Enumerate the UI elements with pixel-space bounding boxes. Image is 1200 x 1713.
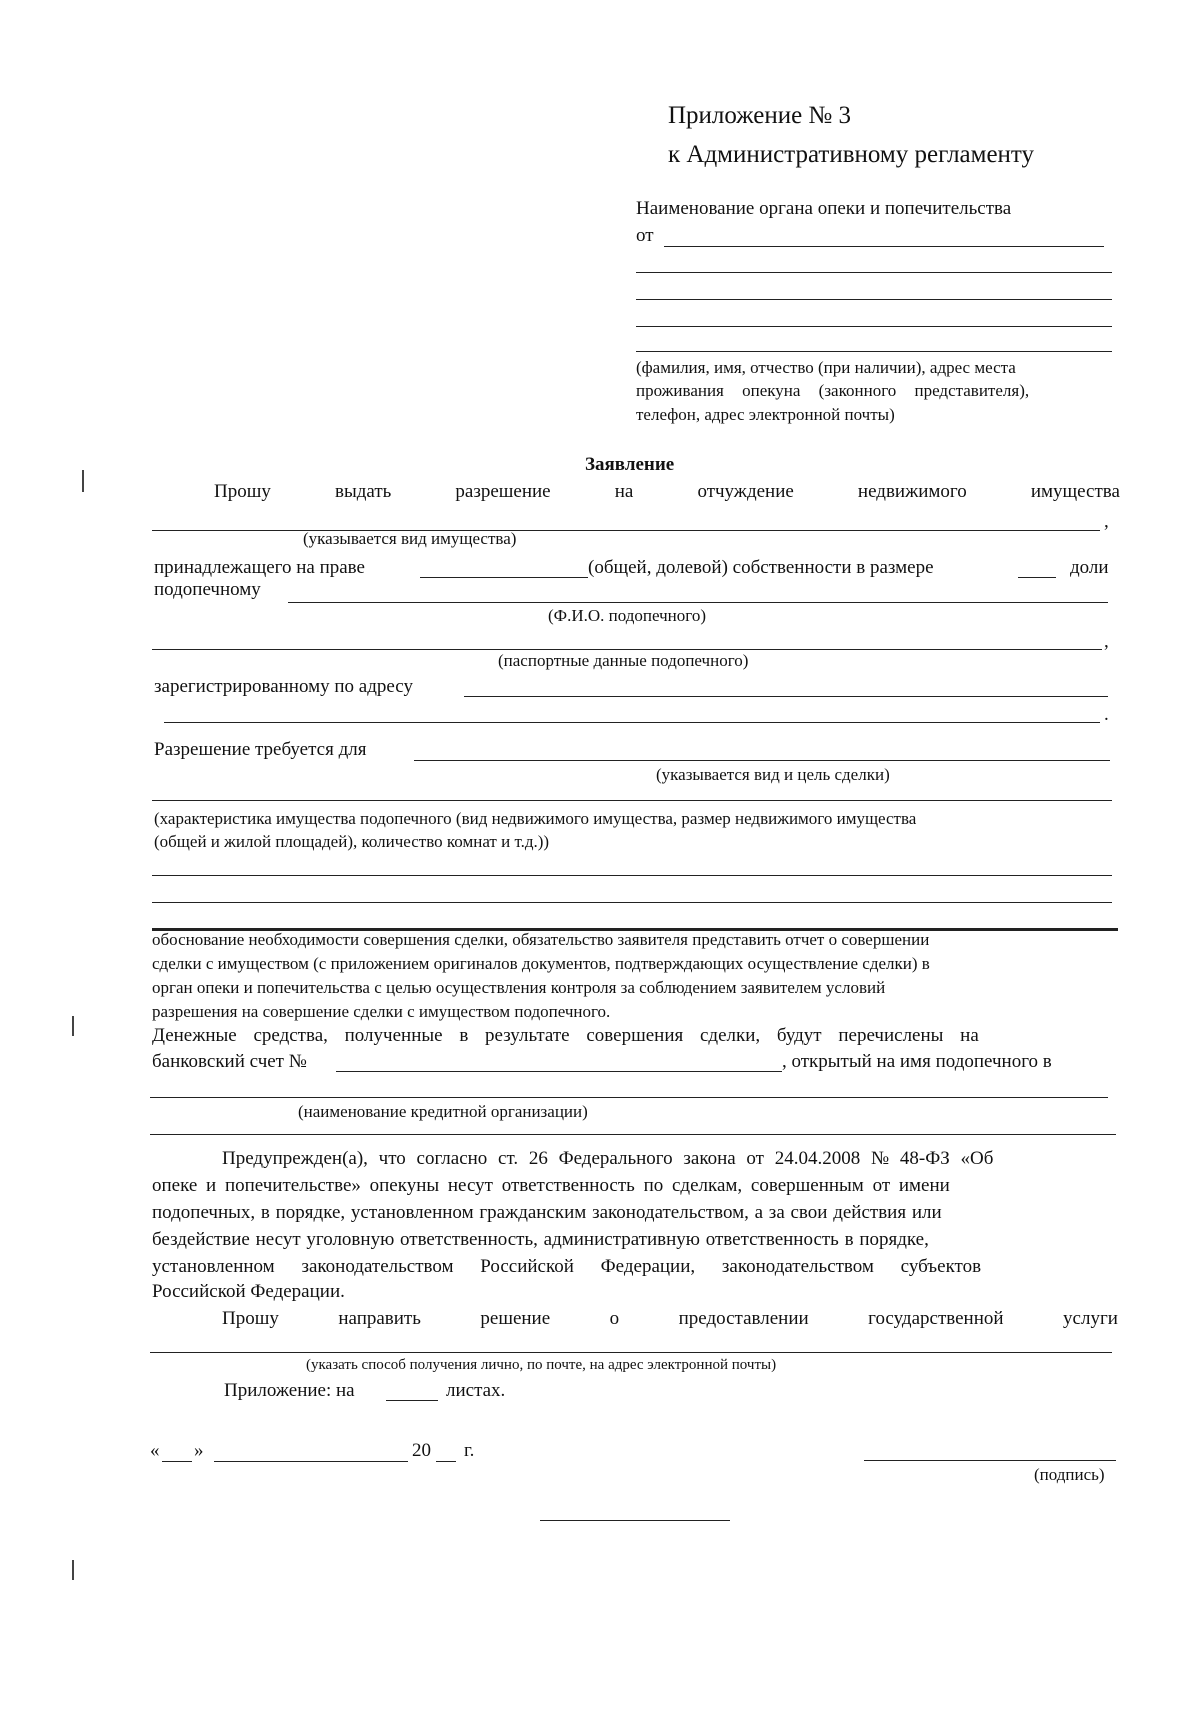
ward-name-field[interactable] <box>288 602 1108 603</box>
justification-line: сделки с имуществом (с приложением оригиналов документов, подтверждающих осуществление сделки) в <box>152 954 930 973</box>
recipient-from-label: от <box>636 225 654 246</box>
warning-line: Российской Федерации. <box>152 1281 345 1302</box>
recipient-caption-line: телефон, адрес электронной почты) <box>636 405 895 424</box>
bank-name-hint: (наименование кредитной организации) <box>298 1102 588 1121</box>
margin-mark <box>72 1016 74 1036</box>
registered-label: зарегистрированному по адресу <box>154 676 413 697</box>
property-type-field[interactable] <box>152 530 1100 531</box>
warning-line: Предупрежден(а), что согласно ст. 26 Федерального закона от 24.04.2008 № 48-ФЗ «Об <box>222 1148 994 1169</box>
justification-line: разрешения на совершение сделки с имуществом подопечного. <box>152 1002 611 1021</box>
bank-name-field[interactable] <box>150 1097 1108 1098</box>
footer-rule <box>540 1520 730 1521</box>
characteristics-hint-line: (характеристика имущества подопечного (вид недвижимого имущества, размер недвижимого имущества <box>154 809 917 828</box>
property-type-hint: (указывается вид имущества) <box>303 529 517 548</box>
justification-line: обоснование необходимости совершения сделки, обязательство заявителя представить отчет о совершении <box>152 930 930 949</box>
regulation-reference: к Административному регламенту <box>668 141 1035 168</box>
recipient-field-line[interactable] <box>636 272 1112 273</box>
address-field-line-2[interactable] <box>164 722 1100 723</box>
date-year-suffix: г. <box>464 1440 475 1461</box>
signature-label: (подпись) <box>1034 1465 1105 1484</box>
ward-label: подопечному <box>154 579 261 600</box>
comma: , <box>1104 511 1109 532</box>
characteristics-field-line[interactable] <box>152 875 1112 876</box>
recipient-field-line[interactable] <box>636 299 1112 300</box>
delivery-method-field[interactable] <box>150 1352 1112 1353</box>
ward-name-hint: (Ф.И.О. подопечного) <box>548 606 706 625</box>
date-open-quote: « <box>150 1440 160 1461</box>
attachment-suffix: листах. <box>446 1380 506 1401</box>
passport-data-hint: (паспортные данные подопечного) <box>498 651 749 670</box>
period: . <box>1104 704 1109 725</box>
date-close-quote: » <box>194 1440 204 1461</box>
signature-field[interactable] <box>864 1460 1116 1461</box>
bank-prefix: банковский счет № <box>152 1051 307 1072</box>
deal-type-hint: (указывается вид и цель сделки) <box>656 765 890 784</box>
attachment-count-field[interactable] <box>386 1400 438 1401</box>
document-title: Заявление <box>585 454 675 475</box>
bank-name-field-line-2[interactable] <box>150 1134 1116 1135</box>
characteristics-hint-line: (общей и жилой площадей), количество комнат и т.д.)) <box>154 832 550 851</box>
date-day-field[interactable] <box>162 1461 192 1462</box>
comma: , <box>1104 631 1109 652</box>
address-field[interactable] <box>464 696 1108 697</box>
appendix-number: Приложение № 3 <box>668 102 852 129</box>
owned-middle: (общей, долевой) собственности в размере <box>588 557 934 578</box>
warning-line: установленном законодательством Российской Федерации, законодательством субъектов <box>152 1256 982 1277</box>
margin-mark <box>82 470 84 492</box>
date-year-field[interactable] <box>436 1461 456 1462</box>
bank-account-field[interactable] <box>336 1071 782 1072</box>
recipient-from-field[interactable] <box>664 246 1104 247</box>
warning-line: бездействие несут уголовную ответственность, административную ответственность в порядке, <box>152 1229 929 1250</box>
delivery-line: Прошу направить решение о предоставлении государственной услуги <box>222 1308 1118 1329</box>
recipient-org-name: Наименование органа опеки и попечительства <box>636 198 1012 219</box>
bank-suffix: , открытый на имя подопечного в <box>782 1051 1052 1072</box>
money-line: Денежные средства, полученные в результате совершения сделки, будут перечислены на <box>152 1025 979 1046</box>
needed-for-label: Разрешение требуется для <box>154 739 367 760</box>
date-month-field[interactable] <box>214 1461 408 1462</box>
recipient-caption-line: проживания опекуна (законного представителя), <box>636 381 1030 400</box>
request-first-line: Прошу выдать разрешение на отчуждение недвижимого имущества <box>214 481 1120 502</box>
justification-line: орган опеки и попечительства с целью осуществления контроля за соблюдением заявителем условий <box>152 978 886 997</box>
passport-data-field[interactable] <box>152 649 1102 650</box>
characteristics-field-line[interactable] <box>152 902 1112 903</box>
warning-line: опеке и попечительстве» опекуны несут ответственность по сделкам, совершенным от имени <box>152 1175 950 1196</box>
deal-type-field[interactable] <box>414 760 1110 761</box>
recipient-field-line[interactable] <box>636 351 1112 352</box>
attachment-prefix: Приложение: на <box>224 1380 355 1401</box>
recipient-field-line[interactable] <box>636 326 1112 327</box>
warning-line: подопечных, в порядке, установленном гражданским законодательством, а за свои действия или <box>152 1202 942 1223</box>
recipient-caption-line: (фамилия, имя, отчество (при наличии), адрес места <box>636 358 1016 377</box>
owned-prefix: принадлежащего на праве <box>154 557 365 578</box>
ownership-right-field[interactable] <box>420 577 588 578</box>
margin-mark <box>72 1560 74 1580</box>
delivery-method-hint: (указать способ получения лично, по почте, на адрес электронной почты) <box>306 1357 777 1373</box>
deal-type-field-line-2[interactable] <box>152 800 1112 801</box>
date-year: 20 <box>412 1440 431 1461</box>
share-size-field[interactable] <box>1018 577 1056 578</box>
owned-suffix: доли <box>1070 557 1109 578</box>
